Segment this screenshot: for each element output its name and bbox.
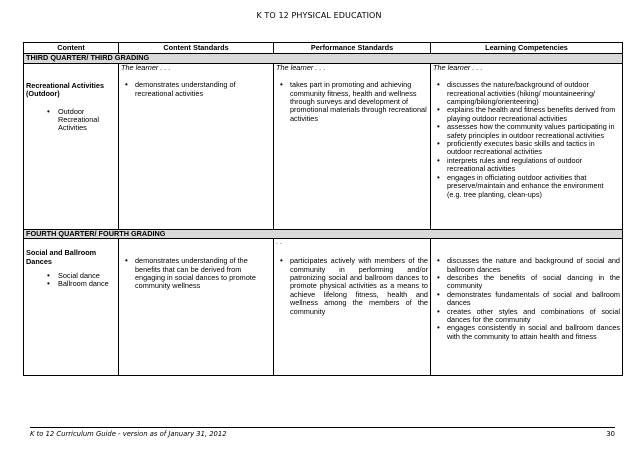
- q3-content-cell: [24, 63, 119, 229]
- table-header-row: [24, 43, 623, 54]
- third-quarter-row: [24, 63, 623, 229]
- q4-content-standards-cell: [119, 239, 274, 376]
- q4-content-item: • Social dance: [36, 272, 116, 280]
- q4-competencies-cell: [431, 239, 623, 376]
- q4-performance-standards-cell: [274, 239, 431, 376]
- fourth-quarter-band-row: [24, 229, 623, 238]
- document-title: K TO 12 PHYSICAL EDUCATION: [256, 11, 382, 20]
- column-header-learning-competencies: Learning Competencies: [431, 43, 623, 54]
- q4-competency: • creates other styles and combinations of social dances for the community: [433, 308, 620, 325]
- column-header-performance-standards: Performance Standards: [274, 43, 431, 54]
- q4-performance-standard: • participates actively with members of the community in performing and/or patronizing social and ballroom dances to promote physical activities as a means to achieve lifelong fitness, health and wellness among the members of the community: [276, 257, 428, 316]
- fourth-quarter-heading: FOURTH QUARTER/ FOURTH GRADING: [24, 229, 623, 238]
- q3-learner-lead-ps: The learner . . .: [276, 62, 326, 72]
- q4-competency: • demonstrates fundamentals of social and ballroom dances: [433, 291, 620, 308]
- q4-content-cell: [24, 239, 119, 376]
- q4-content-standard: • demonstrates understanding of the benefits that can be derived from engaging in social dances to promote community wellness: [121, 257, 271, 291]
- q3-competencies-cell: [431, 63, 623, 229]
- q3-content-title: Recreational Activities (Outdoor): [26, 80, 104, 99]
- q4-competency: • describes the benefits of social dancing in the community: [433, 274, 620, 291]
- third-quarter-band-row: [24, 54, 623, 63]
- q3-performance-standard: • takes part in promoting and achieving community fitness, health and wellness through surveys and development of promotional materials through recreational activities: [276, 81, 428, 123]
- page-footer: [30, 427, 615, 438]
- q4-competency: • discusses the nature and background of social and ballroom dances: [433, 257, 620, 274]
- q3-content-item: • Outdoor Recreational Activities: [36, 108, 116, 133]
- q3-content-standards-cell: [119, 63, 274, 229]
- q3-competency: • interprets rules and regulations of outdoor recreational activities: [433, 157, 620, 174]
- curriculum-table: [23, 42, 623, 376]
- q4-competency: • engages consistently in social and ballroom dances with the community to attain health and fitness: [433, 324, 620, 341]
- q3-competency: • explains the health and fitness benefits derived from playing outdoor recreational activities: [433, 106, 620, 123]
- q3-competency: • engages in officiating outdoor activities that preserve/maintain and enhance the environment (e.g. tree planting, clean-ups): [433, 174, 620, 199]
- q4-content-item: • Ballroom dance: [36, 280, 116, 288]
- q3-competency: • discusses the nature/background of outdoor recreational activities (hiking/ mountaineering/ camping/biking/orienteering): [433, 81, 620, 106]
- footer-guide-version: K to 12 Curriculum Guide - version as of January 31, 2012: [30, 430, 227, 438]
- page-number: 30: [606, 430, 615, 438]
- column-header-content: Content: [24, 43, 119, 54]
- column-header-content-standards: Content Standards: [119, 43, 274, 54]
- q4-content-title: Social and Ballroom Dances: [26, 248, 97, 266]
- q3-learner-lead-cs: The learner . . .: [121, 62, 171, 72]
- third-quarter-heading: THIRD QUARTER/ THIRD GRADING: [24, 54, 623, 63]
- q3-competency: • assesses how the community values participating in safety principles in outdoor recreational activities: [433, 123, 620, 140]
- q4-dots: . .: [276, 239, 282, 247]
- q3-competency: • proficiently executes basic skills and tactics in outdoor recreational activities: [433, 140, 620, 157]
- q3-content-standard: • demonstrates understanding of recreational activities: [121, 81, 271, 98]
- q3-learner-lead-lc: The learner . . .: [433, 62, 483, 72]
- q3-performance-standards-cell: [274, 63, 431, 229]
- fourth-quarter-row: [24, 239, 623, 376]
